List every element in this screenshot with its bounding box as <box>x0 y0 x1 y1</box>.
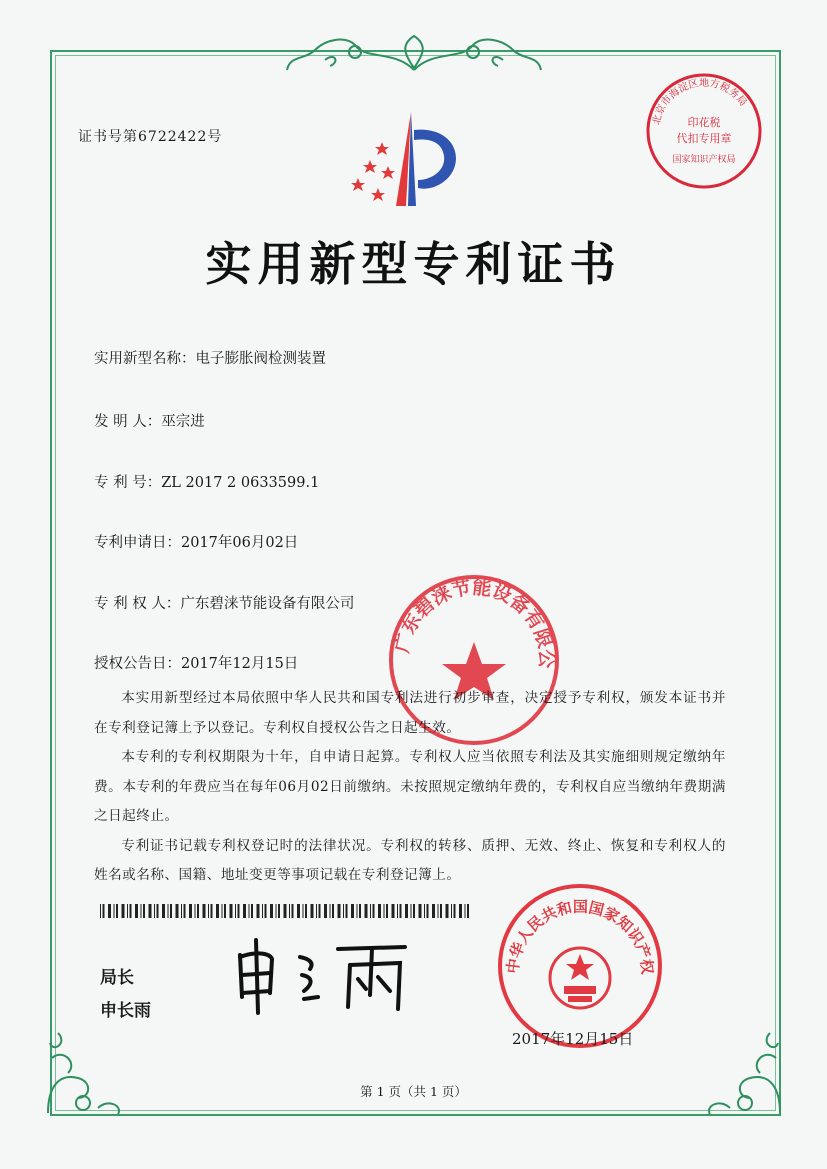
barcode-bar <box>419 904 422 918</box>
tax-stamp-line-3: 代扣专用章 <box>676 132 732 145</box>
barcode-bar <box>400 904 402 918</box>
tax-stamp-seal <box>643 70 765 196</box>
barcode-bar <box>208 904 209 918</box>
barcode-bar <box>392 904 395 918</box>
barcode-bar <box>465 904 466 918</box>
barcode-bar <box>130 904 132 918</box>
barcode-bar <box>114 904 115 918</box>
body-paragraph: 本专利的专利权期限为十年，自申请日起算。专利权人应当依照专利法及其实施细则规定缴纳年费。本专利的年费应当在每年06月02日前缴纳。未按照规定缴纳年费的，专利权自应当缴纳年费期满之日起终止。 <box>94 749 726 824</box>
barcode-bar <box>397 904 398 918</box>
field-value: ZL 2017 2 0633599.1 <box>161 475 320 491</box>
page-number: 第 1 页（共 1 页） <box>360 1084 467 1099</box>
barcode-bar <box>222 904 223 918</box>
cnipa-logo-icon <box>348 108 468 212</box>
barcode-bar <box>276 904 277 918</box>
barcode-bar <box>297 904 300 918</box>
barcode-bar <box>405 904 408 918</box>
page-title: 实用新型专利证书 <box>205 237 622 291</box>
barcode-bar <box>303 904 304 918</box>
barcode-bar <box>346 904 348 918</box>
field-label: 专 利 权 人： <box>94 596 181 612</box>
barcode-bar <box>330 904 331 918</box>
barcode-bar <box>413 904 415 918</box>
barcode-bar <box>365 904 368 918</box>
field-utility-model-name <box>94 347 326 368</box>
field-application-date <box>94 531 298 552</box>
body-paragraph: 本实用新型经过本局依照中华人民共和国专利法进行初步审查，决定授予专利权，颁发本证书并在专利登记簿上予以登记。专利权自授权公告之日起生效。 <box>94 690 726 736</box>
barcode-bar <box>438 904 439 918</box>
barcode-bar <box>319 904 321 918</box>
barcode-bar <box>122 904 125 918</box>
certificate-body <box>94 684 726 891</box>
director-title: 局长 <box>100 968 134 988</box>
barcode-bar <box>238 904 240 918</box>
barcode-bar <box>116 904 118 918</box>
barcode-bar <box>270 904 273 918</box>
director-name: 申长雨 <box>100 1001 151 1021</box>
company-seal-text: 广东碧涞节能设备有限公 <box>391 576 558 669</box>
top-ornament <box>285 30 543 76</box>
barcode-bar <box>432 904 435 918</box>
barcode-bar <box>235 904 236 918</box>
barcode-bar <box>440 904 442 918</box>
barcode-bar <box>284 904 287 918</box>
barcode-bar <box>211 904 213 918</box>
barcode-bar <box>332 904 334 918</box>
tax-stamp-outer-text: 北京市海淀区地方税务局 <box>651 77 749 127</box>
barcode-bar <box>289 904 290 918</box>
barcode-bar <box>427 904 429 918</box>
barcode-bar <box>446 904 449 918</box>
barcode-bar <box>359 904 361 918</box>
tax-stamp-line-2: 印花税 <box>687 116 721 129</box>
field-value: 电子膨胀阀检测装置 <box>195 351 326 367</box>
barcode-bar <box>195 904 196 918</box>
barcode-bar <box>338 904 341 918</box>
barcode-bar <box>249 904 250 918</box>
barcode-bar <box>127 904 128 918</box>
field-value: 巫宗进 <box>161 414 205 430</box>
barcode-bar <box>224 904 226 918</box>
barcode-bar <box>386 904 388 918</box>
field-inventor <box>94 410 205 431</box>
field-label: 专利申请日： <box>94 535 181 551</box>
barcode-bar <box>351 904 354 918</box>
body-paragraph: 专利证书记载专利权登记时的法律状况。专利权的转移、质押、无效、终止、恢复和专利权人的姓名或名称、国籍、地址变更等事项记载在专利登记簿上。 <box>94 837 726 883</box>
barcode-bar <box>135 904 138 918</box>
issue-date: 2017年12月15日 <box>512 1030 634 1048</box>
bottom-right-ornament <box>700 1018 790 1118</box>
barcode-bar <box>103 904 105 918</box>
barcode-bar <box>265 904 267 918</box>
barcode-bar <box>378 904 381 918</box>
field-label: 授权公告日： <box>94 656 181 672</box>
barcode-bar <box>467 904 469 918</box>
barcode-bar <box>168 904 169 918</box>
barcode-bar <box>324 904 327 918</box>
barcode-bar <box>197 904 199 918</box>
field-label: 专 利 号： <box>94 475 162 491</box>
bottom-left-ornament <box>38 1018 128 1118</box>
field-label: 实用新型名称： <box>94 351 196 367</box>
barcode-bar <box>184 904 186 918</box>
barcode-bar <box>154 904 155 918</box>
barcode-bar <box>454 904 456 918</box>
barcode-bar <box>157 904 159 918</box>
field-patent-number <box>94 471 319 492</box>
field-value: 2017年06月02日 <box>181 535 299 551</box>
barcode-bar <box>251 904 253 918</box>
barcode-bar <box>459 904 462 918</box>
certificate-number: 证书号第6722422号 <box>78 129 223 145</box>
barcode-bar <box>311 904 314 918</box>
barcode-bar <box>316 904 317 918</box>
barcode-bar <box>100 904 101 918</box>
barcode-bar <box>162 904 165 918</box>
barcode-bar <box>357 904 358 918</box>
barcode-bar <box>451 904 452 918</box>
barcode-bar <box>424 904 425 918</box>
barcode-bar <box>262 904 263 918</box>
barcode-bar <box>181 904 182 918</box>
national-emblem-icon <box>550 948 610 1008</box>
barcode-bar <box>411 904 412 918</box>
barcode-bar <box>216 904 219 918</box>
barcode-bar <box>370 904 371 918</box>
barcode-bar <box>176 904 179 918</box>
barcode-bar <box>143 904 145 918</box>
barcode-bar <box>141 904 142 918</box>
barcode-bar <box>384 904 385 918</box>
svg-text:中华人民共和国国家知识产权局 <box>496 882 656 976</box>
barcode-bar <box>149 904 152 918</box>
barcode-bar <box>230 904 233 918</box>
barcode-bar <box>243 904 246 918</box>
barcode-bar <box>343 904 344 918</box>
barcode-bar <box>292 904 294 918</box>
field-patentee <box>94 592 354 613</box>
field-value: 2017年12月15日 <box>181 656 299 672</box>
barcode <box>100 903 475 922</box>
field-grant-announcement-date <box>94 652 298 673</box>
barcode-bar <box>108 904 111 918</box>
barcode-bar <box>373 904 375 918</box>
barcode-bar <box>305 904 307 918</box>
barcode-bar <box>257 904 260 918</box>
office-seal-text: 中华人民共和国国家知识产权 <box>503 897 657 976</box>
barcode-bar <box>189 904 192 918</box>
field-value: 广东碧涞节能设备有限公司 <box>180 596 355 612</box>
field-label: 发 明 人： <box>94 414 162 430</box>
tax-stamp-line-4: 国家知识产权局 <box>672 155 736 165</box>
barcode-bar <box>278 904 280 918</box>
barcode-bar <box>203 904 206 918</box>
director-signature <box>230 935 420 1019</box>
barcode-bar <box>170 904 172 918</box>
